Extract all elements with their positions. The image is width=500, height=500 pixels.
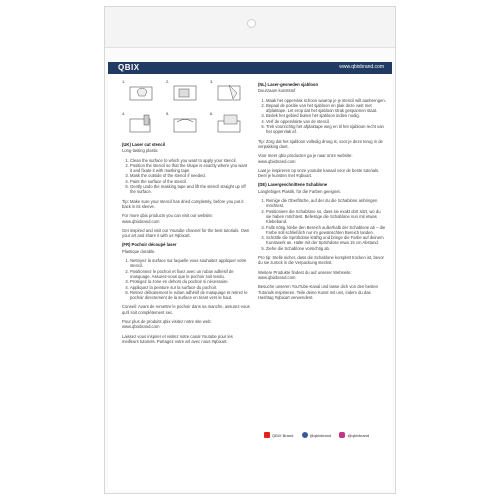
tip-text: Pro tip: Stelle sicher, dass die Schablone komplett trocken ist, bevor du sie zurück in die Verpackung steckst. xyxy=(258,255,384,266)
spray-can-icon xyxy=(127,113,157,134)
step-number: 3. xyxy=(210,79,214,84)
step-2 xyxy=(166,79,202,103)
instruction-card xyxy=(108,62,392,490)
step-number: 6. xyxy=(210,111,214,116)
step-3 xyxy=(210,79,246,103)
instruction-list xyxy=(122,158,250,195)
list-item: 3. Protégez la zone en dehors du pochoir si nécessaire. xyxy=(130,279,250,284)
stencil-placement-icon xyxy=(171,81,201,102)
section-uk xyxy=(122,142,250,348)
list-item: 2. Position the stencil so that the shape is exactly where you want it and fixate it with masking tape. xyxy=(130,163,250,174)
website-text: For more qbix products you can visit our website: www.qbixbrand.com xyxy=(122,213,214,224)
step-6 xyxy=(210,111,246,135)
step-number: 2. xyxy=(166,79,170,84)
list-item: 5. Retirez délicatement le ruban adhésif de masquage et retirez le pochoir directement de la surface en tirant vers le haut. xyxy=(130,290,250,301)
tip-text: Tip: Zorg dat het sjabloon volledig droog is, voor je deze terug in de verpakking doet. xyxy=(258,138,383,149)
instruction-list xyxy=(258,198,386,251)
section-title: (UK) Laser cut stencil xyxy=(122,142,166,147)
step-4 xyxy=(122,111,158,135)
section-title: (FR) Pochoir découpé laser xyxy=(122,242,177,248)
list-item: 2. Positionnez le pochoir et fixez avec un ruban adhésif de masquage. Assurez-vous que le pochoir soit tendu. xyxy=(130,269,250,280)
peeling-tape-icon xyxy=(171,113,201,134)
tip-text: Conseil: Avant de remettre le pochoir dans sa manche, assurez-vous qu'il soit complètement sec. xyxy=(122,304,250,315)
hand-wiping-icon xyxy=(127,81,157,102)
instruction-list xyxy=(122,258,250,300)
website-text: Pour plus de produits qbix visitez notre site web: www.qbixbrand.com xyxy=(122,319,212,330)
list-item: 1. Maak het oppervlak schoon waarop je je stencil wilt aanbrengen. xyxy=(266,98,386,103)
step-number: 5. xyxy=(166,111,170,116)
list-item: 3. Falls nötig, klebe den Bereich außerhalb der Schablone ab – die Farbe soll schließlich nur im gewünschten Bereich landen. xyxy=(266,225,386,236)
tip-text: Tip: Make sure your stencil has dried completely, before you put it back in its sleeve. xyxy=(122,198,244,209)
step-5 xyxy=(166,111,202,135)
list-item: 3. Bedek het gebied buiten het sjabloon indien nodig. xyxy=(266,113,386,118)
list-item: 4. Verf de oppervlakte van de stencil. xyxy=(266,119,386,124)
section-nl xyxy=(258,82,386,304)
qbix-logo: QBIX xyxy=(118,63,140,72)
step-number: 4. xyxy=(122,111,126,116)
website-text: Weitere Produkte findest du auf unserer Webseite: www.qbixbrand.com xyxy=(258,269,352,280)
instagram-handle: @qbixbrand xyxy=(347,432,370,438)
list-item: 5. Ziehe die Schablone vorsichtig ab. xyxy=(266,246,386,251)
inspire-text: Laissez vous inspirer et visitez notre canal Youtube pour les meilleurs tutoriels. Partagez votre art avec nous #qbixart. xyxy=(122,333,233,344)
youtube-icon xyxy=(264,432,270,438)
list-item: 4. Appliquez la peinture sur la surface du pochoir. xyxy=(130,285,250,290)
step-1 xyxy=(122,79,158,103)
youtube-handle: QBIX Brand xyxy=(272,432,294,438)
list-item: 1. Reinige die Oberfläche, auf der du die Schablone anbringen möchtest. xyxy=(266,198,386,209)
inspire-text: Laat je inspireren op onze youtube kanaal voor de beste tutorials. Deel je kunsten met #qbixart. xyxy=(258,167,380,179)
step-number: 1. xyxy=(122,79,126,84)
section-subtitle: Langlebiges Plastik, für die Farben geeignet. xyxy=(258,188,341,194)
inspire-text: Get inspired and visit our Youtube channel for the best tutorials. Own your art and share it with us #qbixart. xyxy=(122,227,250,239)
list-item: 4. Schüttle die Sprühdose kräftig und bringe die Farbe auf deinem Kunstwerk an. Halte mit der Sprühdose etwa 15 cm Abstand. xyxy=(266,235,386,246)
list-item: 4. Paint the surface of the stencil. xyxy=(130,179,250,184)
hang-hole xyxy=(247,19,256,28)
section-subtitle: Long-lasting plastic xyxy=(122,148,158,154)
facebook-handle: @qbixbrand xyxy=(309,432,332,438)
section-title: (DE) Lasergeschnittene Schablone xyxy=(258,182,328,188)
list-item: 3. Mask the outside of the stencil if needed. xyxy=(130,173,250,178)
website-text: Voor meer qbix producten ga je naar onze website: www.qbixbrand.com xyxy=(258,153,353,164)
section-title: (NL) Laser-gesneden sjabloon xyxy=(258,82,319,87)
section-subtitle: Duurzaam kunststof xyxy=(258,88,296,94)
instruction-list xyxy=(258,98,386,135)
masking-tape-icon xyxy=(215,81,245,102)
list-item: 5. Gently undo the masking tape and lift the stencil straight up off the surface. xyxy=(130,184,250,195)
list-item: 1. Nettoyez la surface sur laquelle vous souhaitez appliquer votre stencil. xyxy=(130,258,250,269)
list-item: 2. Positioniere die Schablone so, dass sie exakt dort sitzt, wo du sie haben möchtest. Befestige die Schablone nun mit etwas Klebeband. xyxy=(266,209,386,225)
list-item: 5. Trek voorzichtig het afplaktape weg en til het sjabloon recht van het oppervlak af. xyxy=(266,124,386,135)
step-illustrations xyxy=(122,79,246,139)
list-item: 1. Clean the surface to which you want to apply your stencil. xyxy=(130,158,250,163)
section-subtitle: Plastique durable. xyxy=(122,248,156,254)
card-header xyxy=(108,62,392,74)
social-row xyxy=(264,432,384,440)
list-item: 2. Bepaal de positie van het sjabloon en plak deze vast met afplaktape. Let erop dat het sjabloon strak gespannen staat. xyxy=(266,103,386,114)
header-url: www.qbixbrand.com xyxy=(339,64,384,70)
instagram-icon xyxy=(339,432,345,438)
facebook-icon xyxy=(302,432,308,438)
inspire-text: Besuche unseren YouTube-Kanal und lasse dich von den besten Tutorials inspirieren. Teile deine Kunst mit uns, indem du das Hashtag #qbixart verwendest. xyxy=(258,284,378,300)
lift-stencil-icon xyxy=(215,113,245,134)
